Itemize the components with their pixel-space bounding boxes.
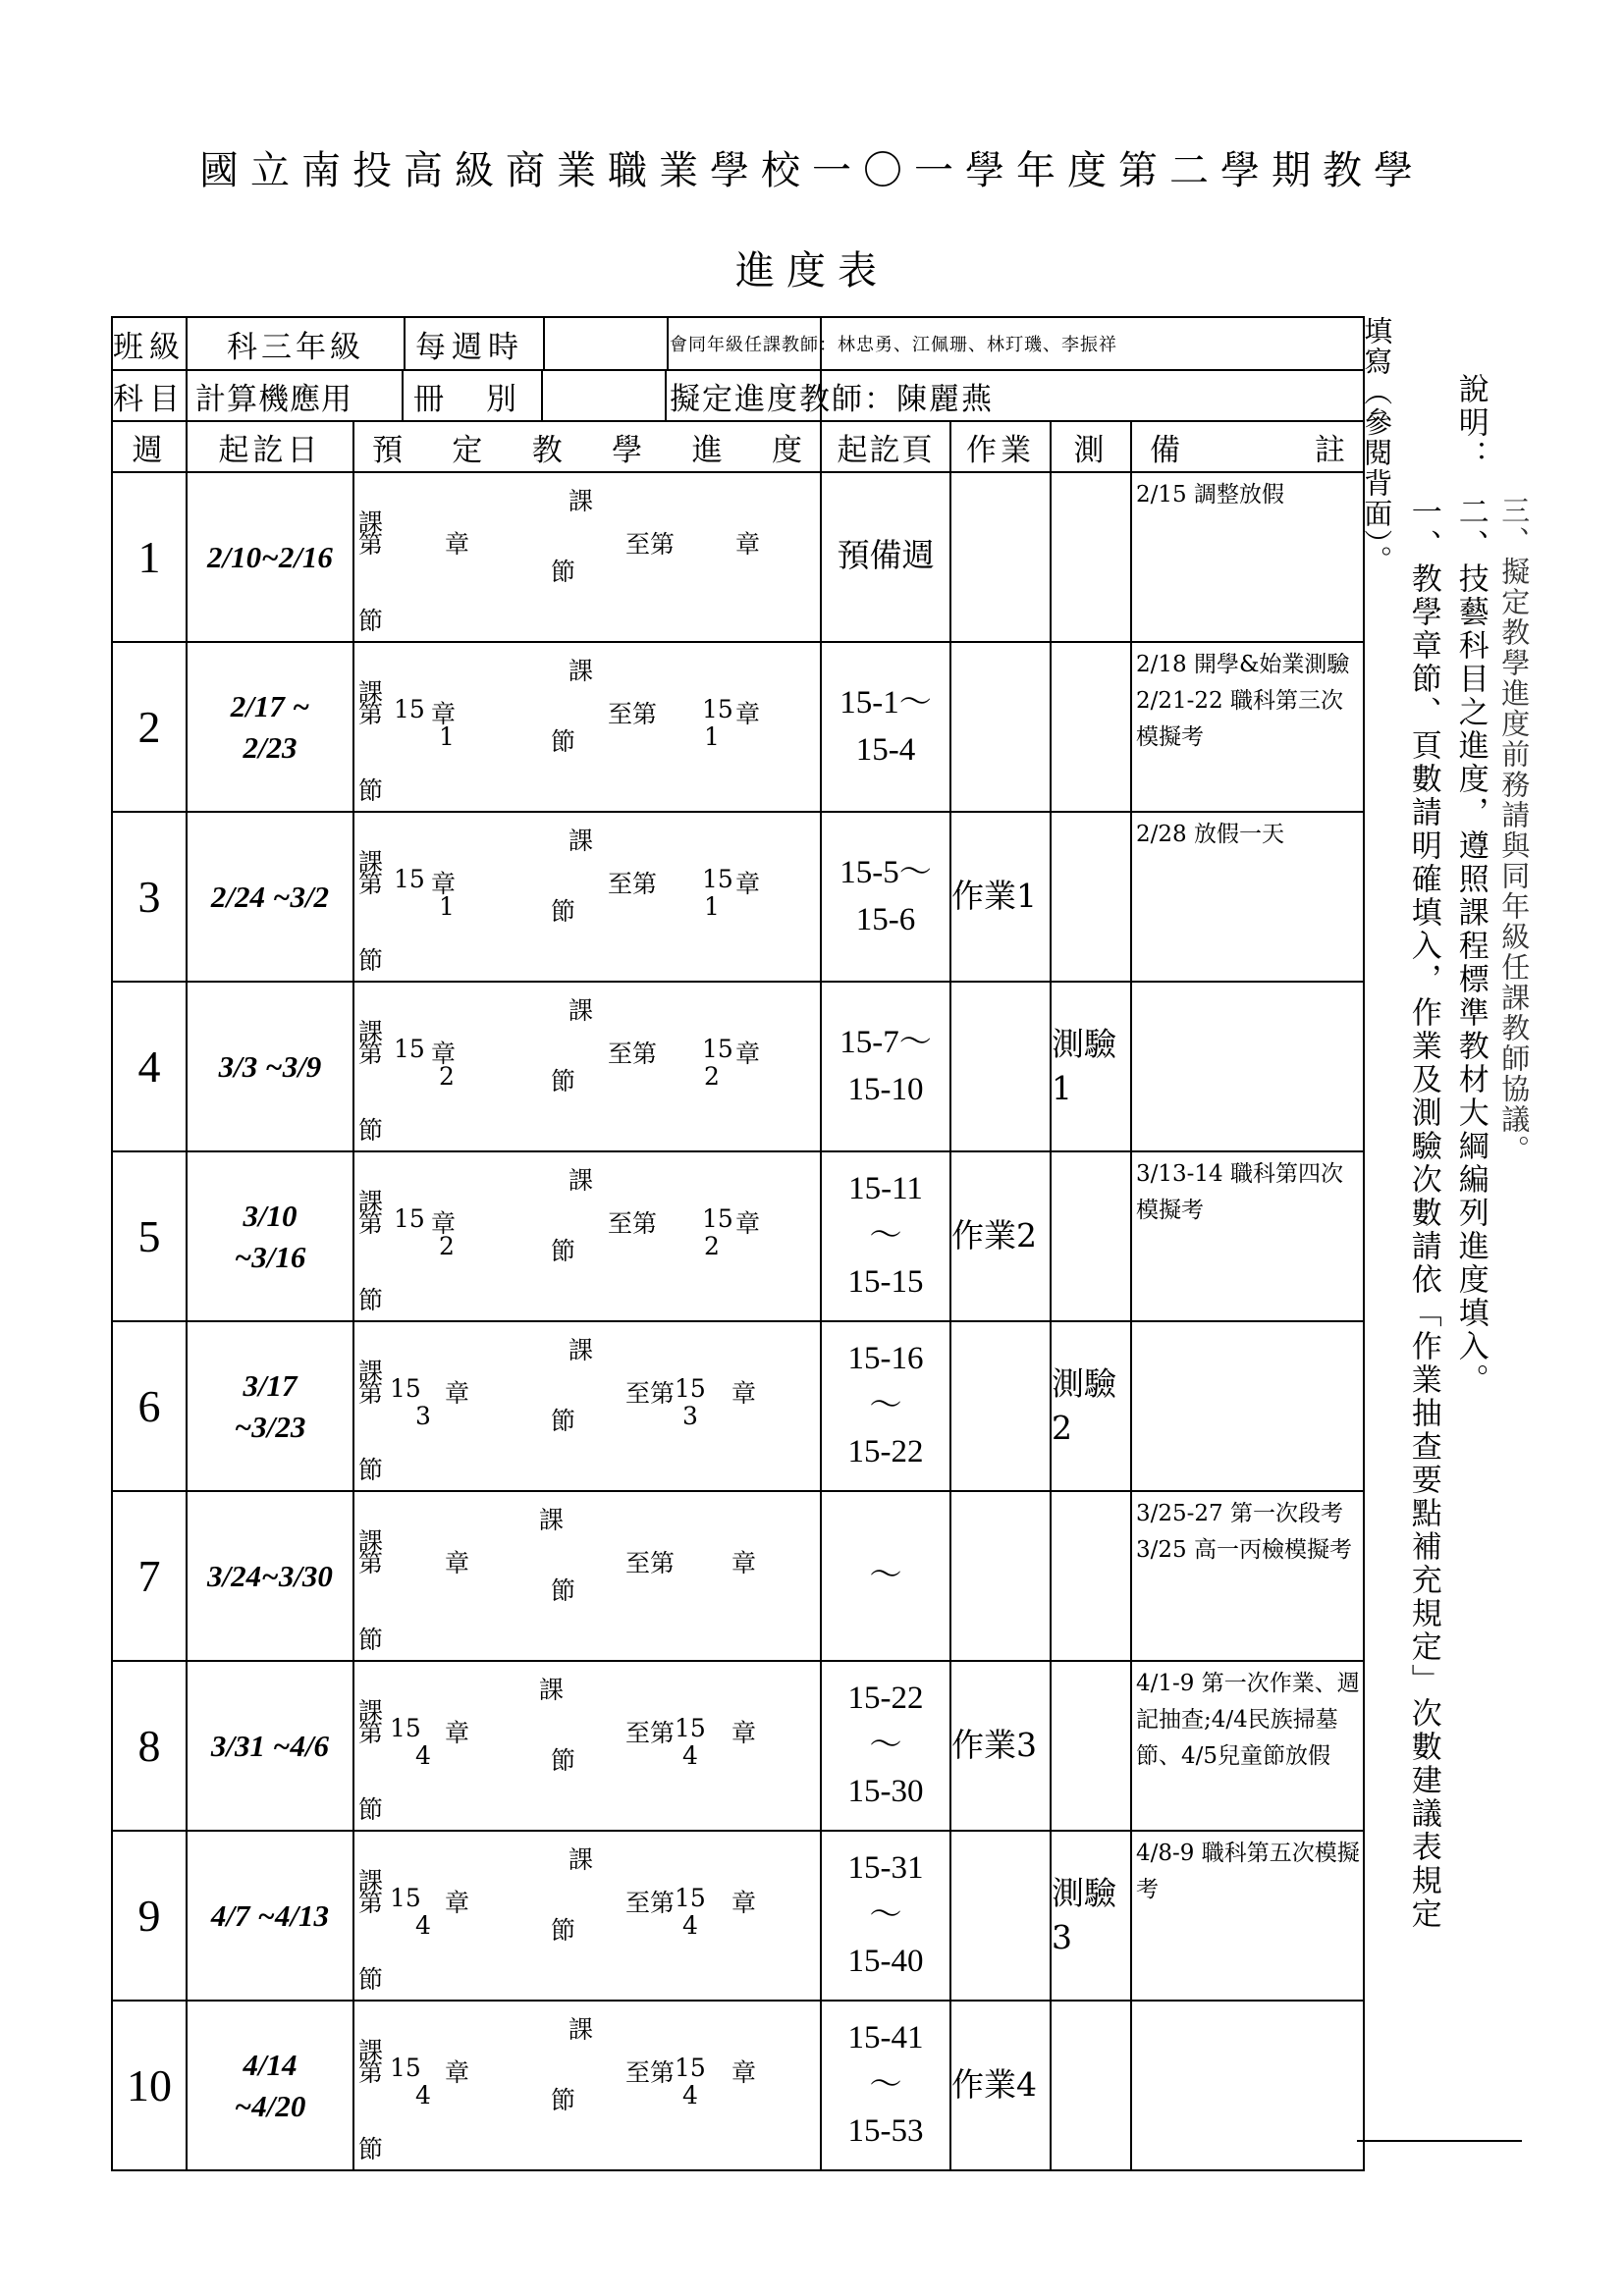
word-ke: 課: [358, 2037, 384, 2065]
date-range: [187, 1491, 353, 1661]
week-number: 9: [112, 1831, 187, 2001]
date-line: 2/17 ~: [230, 688, 310, 723]
header-progress-char: 定: [452, 432, 483, 468]
word-zhidi: 至第: [625, 2058, 676, 2087]
page-range: [821, 812, 950, 982]
quiz-cell: [1051, 642, 1131, 812]
page-line: 15-31: [847, 1849, 924, 1886]
date-line: 4/14: [243, 2047, 298, 2082]
word-di: 第: [358, 700, 384, 728]
chapter-from: 15: [390, 2054, 421, 2082]
quiz-cell: [1051, 1491, 1131, 1661]
word-ke: 課: [358, 508, 384, 537]
word-zhidi: 至第: [625, 1889, 676, 1917]
word-jie-bottom: 節: [358, 2135, 384, 2163]
word-zhang: 章: [445, 1549, 470, 1577]
word-zhang: 章: [431, 1040, 457, 1068]
word-jie-bottom: 節: [358, 946, 384, 975]
progress-cell: [353, 982, 821, 1151]
word-zhang-to: 章: [735, 1040, 761, 1068]
quiz-cell: [1051, 1151, 1131, 1321]
homework-cell: [950, 642, 1051, 812]
page-range: [821, 1151, 950, 1321]
date-line: ~4/20: [234, 2088, 306, 2123]
date-range: [187, 472, 353, 642]
progress-cell: [353, 1491, 821, 1661]
quiz-cell: 測驗 2: [1051, 1321, 1131, 1491]
schedule-row: [112, 642, 1364, 812]
word-zhang: 章: [445, 530, 470, 559]
word-jie: 節: [551, 1407, 576, 1435]
word-jie-bottom: 節: [358, 1116, 384, 1145]
chapter-from: 15: [394, 1035, 425, 1063]
schedule-row: [112, 1831, 1364, 2001]
word-zhang: 章: [431, 700, 457, 728]
chapter-from: 15: [390, 1374, 421, 1403]
side-rule: [1357, 2140, 1522, 2142]
word-zhang-to: 章: [735, 530, 761, 559]
homework-cell: [950, 982, 1051, 1151]
word-jie: 節: [551, 897, 576, 926]
date-line: 3/17: [243, 1367, 298, 1403]
header-week: 週: [112, 421, 187, 472]
page-line: 預備週: [837, 538, 935, 574]
word-jie: 節: [551, 1067, 576, 1095]
note-cell: 4/8-9 職科第五次模擬考: [1131, 1831, 1364, 2001]
word-ke: 課: [358, 1867, 384, 1896]
word-ke-top: 課: [568, 996, 594, 1025]
section-to: 1: [704, 722, 720, 751]
page-range: [821, 472, 950, 642]
word-ke-top: 課: [568, 1845, 594, 1874]
schedule-row: [112, 1151, 1364, 1321]
section-from: 4: [415, 1741, 431, 1770]
word-zhang-to: 章: [731, 1889, 757, 1917]
note-item-2: 二、技藝科目之進度，遵照課程標準教材大綱編列進度填入。: [1452, 496, 1489, 1397]
date-range: [187, 642, 353, 812]
date-range: [187, 982, 353, 1151]
word-zhang: 章: [431, 870, 457, 898]
date-range: [187, 2001, 353, 2170]
word-jie-bottom: 節: [358, 607, 384, 635]
word-jie-bottom: 節: [358, 1286, 384, 1314]
word-zhang: 章: [445, 1889, 470, 1917]
note-cell: 2/18 開學&始業測驗 2/21-22 職科第三次模擬考: [1131, 642, 1364, 812]
quiz-cell: 測驗 1: [1051, 982, 1131, 1151]
page-line: 15-7～: [839, 1024, 932, 1060]
page-range: [821, 2001, 950, 2170]
header-pages: 起訖頁: [821, 421, 950, 472]
page-line: 15-30: [847, 1774, 924, 1810]
chapter-to: 15: [702, 1204, 733, 1233]
page-line: ～: [869, 1727, 902, 1763]
hours-value: [545, 318, 669, 369]
page-line: 15-10: [847, 1071, 924, 1107]
header-progress-char: 學: [612, 432, 643, 468]
page-line: 15-40: [847, 1944, 924, 1980]
quiz-cell: [1051, 2001, 1131, 2170]
chapter-from: 15: [390, 1714, 421, 1742]
word-jie-bottom: 節: [358, 1456, 384, 1484]
word-jie: 節: [551, 1746, 576, 1775]
schedule-row: [112, 472, 1364, 642]
word-jie: 節: [551, 1916, 576, 1945]
word-di: 第: [358, 1040, 384, 1068]
section-from: 2: [439, 1062, 455, 1091]
date-line: 4/7 ~4/13: [210, 1897, 330, 1933]
date-line: 2/23: [243, 729, 298, 765]
week-number: 7: [112, 1491, 187, 1661]
note-cell: [1131, 982, 1364, 1151]
word-zhidi: 至第: [608, 700, 658, 728]
page-range: [821, 1661, 950, 1831]
week-number: 4: [112, 982, 187, 1151]
word-ke-top: 課: [568, 827, 594, 855]
progress-cell: [353, 1831, 821, 2001]
date-line: 3/10: [243, 1198, 298, 1233]
date-line: ~3/16: [234, 1239, 306, 1274]
page-line: 15-6: [855, 901, 916, 937]
note-item-3: 三、擬定教學進度前務請與同年級任課教師協議。: [1497, 496, 1532, 1165]
section-from: 3: [415, 1402, 431, 1430]
homework-cell: [950, 1491, 1051, 1661]
page-line: 15-22: [847, 1434, 924, 1470]
explain-label: 說明：: [1452, 373, 1489, 473]
section-to: 3: [682, 1402, 698, 1430]
word-ke-top: 課: [568, 487, 594, 515]
word-zhidi: 至第: [608, 870, 658, 898]
word-ke: 課: [358, 1018, 384, 1046]
progress-cell: [353, 642, 821, 812]
page-line: ～: [869, 1217, 902, 1254]
word-jie: 節: [551, 727, 576, 756]
date-range: [187, 1661, 353, 1831]
word-ke: 課: [358, 1527, 384, 1556]
page-line: 15-16: [847, 1340, 924, 1376]
header-dates: 起訖日: [187, 421, 353, 472]
date-range: [187, 1321, 353, 1491]
homework-cell: [950, 1321, 1051, 1491]
schedule-row: [112, 1491, 1364, 1661]
progress-cell: [353, 2001, 821, 2170]
chapter-from: 15: [390, 1884, 421, 1912]
date-range: [187, 812, 353, 982]
note-cell: [1131, 2001, 1364, 2170]
header-notes-char: 註: [1315, 432, 1345, 468]
header-progress-char: 進: [691, 432, 723, 468]
word-zhidi: 至第: [608, 1040, 658, 1068]
header-progress-char: 預: [372, 432, 403, 468]
chapter-to: 15: [702, 1035, 733, 1063]
word-di: 第: [358, 2058, 384, 2087]
header-homework: 作業: [950, 421, 1051, 472]
date-line: 3/24~3/30: [207, 1558, 333, 1593]
page-line: 15-5～: [839, 854, 932, 890]
schedule-row: [112, 982, 1364, 1151]
note-cell: 2/28 放假一天: [1131, 812, 1364, 982]
header-notes-char: 備: [1150, 432, 1180, 468]
chapter-to: 15: [702, 865, 733, 893]
quiz-cell: [1051, 1661, 1131, 1831]
word-zhang: 章: [431, 1209, 457, 1238]
word-di: 第: [358, 1209, 384, 1238]
word-zhang-to: 章: [731, 2058, 757, 2087]
class-value: 科三年級: [188, 318, 406, 369]
section-to: 2: [704, 1062, 720, 1091]
note-item-1: 一、教學章節、頁數請明確填入，作業及測驗次數請依「作業抽查要點補充規定」次數建議表規定: [1405, 496, 1441, 1931]
chapter-from: 15: [394, 695, 425, 723]
word-zhang-to: 章: [735, 1209, 761, 1238]
word-ke-top: 課: [568, 1336, 594, 1364]
word-ke: 課: [358, 848, 384, 877]
week-number: 8: [112, 1661, 187, 1831]
word-ke-top: 課: [539, 1506, 565, 1534]
schedule-table: [111, 316, 1365, 2171]
planner: 擬定進度教師：陳麗燕: [670, 381, 994, 417]
quiz-cell: [1051, 472, 1131, 642]
homework-cell: 作業4: [950, 2001, 1051, 2170]
volume-value: [543, 371, 667, 420]
header-progress: [353, 421, 821, 472]
homework-cell: 作業2: [950, 1151, 1051, 1321]
word-ke: 課: [358, 678, 384, 707]
page-line: 15-41: [847, 2019, 924, 2056]
page-line: ～: [869, 1896, 902, 1933]
word-zhang: 章: [445, 1379, 470, 1408]
word-zhidi: 至第: [625, 1549, 676, 1577]
word-jie-bottom: 節: [358, 1795, 384, 1824]
word-jie: 節: [551, 1237, 576, 1265]
homework-cell: 作業3: [950, 1661, 1051, 1831]
page-line: 15-1～: [839, 684, 932, 721]
section-from: 4: [415, 1911, 431, 1940]
date-line: 2/10~2/16: [207, 539, 333, 574]
date-line: 2/24 ~3/2: [210, 879, 330, 914]
note-cell: 2/15 調整放假: [1131, 472, 1364, 642]
section-from: 1: [439, 722, 455, 751]
progress-cell: [353, 1151, 821, 1321]
word-zhang-to: 章: [731, 1719, 757, 1747]
header-notes: [1131, 421, 1364, 472]
word-ke: 課: [358, 1697, 384, 1726]
word-zhang-to: 章: [735, 870, 761, 898]
page-range: [821, 1831, 950, 2001]
progress-cell: [353, 1321, 821, 1491]
class-label: 班級: [112, 317, 187, 370]
progress-cell: [353, 472, 821, 642]
chapter-to: 15: [702, 695, 733, 723]
word-di: 第: [358, 1889, 384, 1917]
section-to: 1: [704, 892, 720, 921]
word-zhang-to: 章: [731, 1549, 757, 1577]
page-line: 15-15: [847, 1264, 924, 1301]
word-ke-top: 課: [568, 1166, 594, 1195]
volume-label: 冊 別: [404, 371, 543, 420]
note-cell: 3/13-14 職科第四次模擬考: [1131, 1151, 1364, 1321]
quiz-cell: 測驗 3: [1051, 1831, 1131, 2001]
homework-cell: 作業1: [950, 812, 1051, 982]
page-range: [821, 982, 950, 1151]
hours-label: 每週時: [406, 318, 545, 369]
word-ke: 課: [358, 1188, 384, 1216]
word-ke-top: 課: [568, 657, 594, 685]
page-title: 國立南投高級商業職業學校一〇一學年度第二學期教學: [199, 148, 1425, 193]
co-teachers: 會同年級任課教師：林忠勇、江佩珊、林玎璣、李振祥: [670, 335, 1117, 355]
section-to: 4: [682, 1911, 698, 1940]
word-zhang-to: 章: [735, 700, 761, 728]
page-range: [821, 1491, 950, 1661]
week-number: 5: [112, 1151, 187, 1321]
word-ke: 課: [358, 1358, 384, 1386]
week-number: 1: [112, 472, 187, 642]
word-jie-bottom: 節: [358, 776, 384, 805]
word-zhidi: 至第: [625, 530, 676, 559]
schedule-row: [112, 2001, 1364, 2170]
chapter-to: 15: [675, 1714, 706, 1742]
word-zhidi: 至第: [625, 1719, 676, 1747]
week-number: 2: [112, 642, 187, 812]
chapter-to: 15: [675, 2054, 706, 2082]
note-cell: [1131, 1321, 1364, 1491]
note-cell: 3/25-27 第一次段考 3/25 高一丙檢模擬考: [1131, 1491, 1364, 1661]
section-from: 4: [415, 2081, 431, 2109]
subject-value: 計算機應用: [188, 371, 404, 420]
date-line: 3/3 ~3/9: [218, 1048, 322, 1084]
word-zhidi: 至第: [608, 1209, 658, 1238]
word-jie-bottom: 節: [358, 1965, 384, 1994]
word-di: 第: [358, 870, 384, 898]
page-line: ～: [869, 2066, 902, 2103]
word-zhang: 章: [445, 2058, 470, 2087]
word-di: 第: [358, 1719, 384, 1747]
header-quiz: 測: [1051, 421, 1131, 472]
word-ke-top: 課: [539, 1676, 565, 1704]
section-from: 1: [439, 892, 455, 921]
word-jie: 節: [551, 2086, 576, 2114]
homework-cell: [950, 472, 1051, 642]
quiz-cell: [1051, 812, 1131, 982]
header-progress-char: 教: [531, 432, 563, 468]
date-line: 3/31 ~4/6: [210, 1728, 330, 1763]
word-di: 第: [358, 1549, 384, 1577]
page-line: 15-4: [855, 731, 916, 768]
page-line: 15-53: [847, 2113, 924, 2150]
page-line: 15-22: [847, 1680, 924, 1716]
word-zhang: 章: [445, 1719, 470, 1747]
schedule-row: [112, 1321, 1364, 1491]
note-cell: 4/1-9 第一次作業、週記抽查;4/4民族掃墓節、4/5兒童節放假: [1131, 1661, 1364, 1831]
chapter-from: 15: [394, 1204, 425, 1233]
word-jie: 節: [551, 1576, 576, 1605]
page-range: [821, 1321, 950, 1491]
word-ke-top: 課: [568, 2015, 594, 2044]
word-jie: 節: [551, 558, 576, 586]
chapter-from: 15: [394, 865, 425, 893]
section-to: 4: [682, 1741, 698, 1770]
page-range: [821, 642, 950, 812]
chapter-to: 15: [675, 1884, 706, 1912]
fill-note: 填寫（參閱背面）。: [1360, 316, 1394, 576]
week-number: 6: [112, 1321, 187, 1491]
week-number: 10: [112, 2001, 187, 2170]
homework-cell: [950, 1831, 1051, 2001]
progress-cell: [353, 812, 821, 982]
section-from: 2: [439, 1232, 455, 1260]
word-jie-bottom: 節: [358, 1626, 384, 1654]
section-to: 2: [704, 1232, 720, 1260]
schedule-row: [112, 812, 1364, 982]
header-progress-char: 度: [771, 432, 802, 468]
word-zhidi: 至第: [625, 1379, 676, 1408]
word-di: 第: [358, 1379, 384, 1408]
week-number: 3: [112, 812, 187, 982]
progress-cell: [353, 1661, 821, 1831]
date-range: [187, 1831, 353, 2001]
schedule-row: [112, 1661, 1364, 1831]
word-zhang-to: 章: [731, 1379, 757, 1408]
page-subtitle: 進度表: [735, 248, 889, 294]
page-line: ～: [869, 1557, 902, 1593]
page-line: ～: [869, 1387, 902, 1423]
section-to: 4: [682, 2081, 698, 2109]
page-line: 15-11: [848, 1170, 923, 1206]
chapter-to: 15: [675, 1374, 706, 1403]
date-line: ~3/23: [234, 1409, 306, 1444]
word-di: 第: [358, 530, 384, 559]
subject-label: 科目: [112, 370, 187, 421]
date-range: [187, 1151, 353, 1321]
